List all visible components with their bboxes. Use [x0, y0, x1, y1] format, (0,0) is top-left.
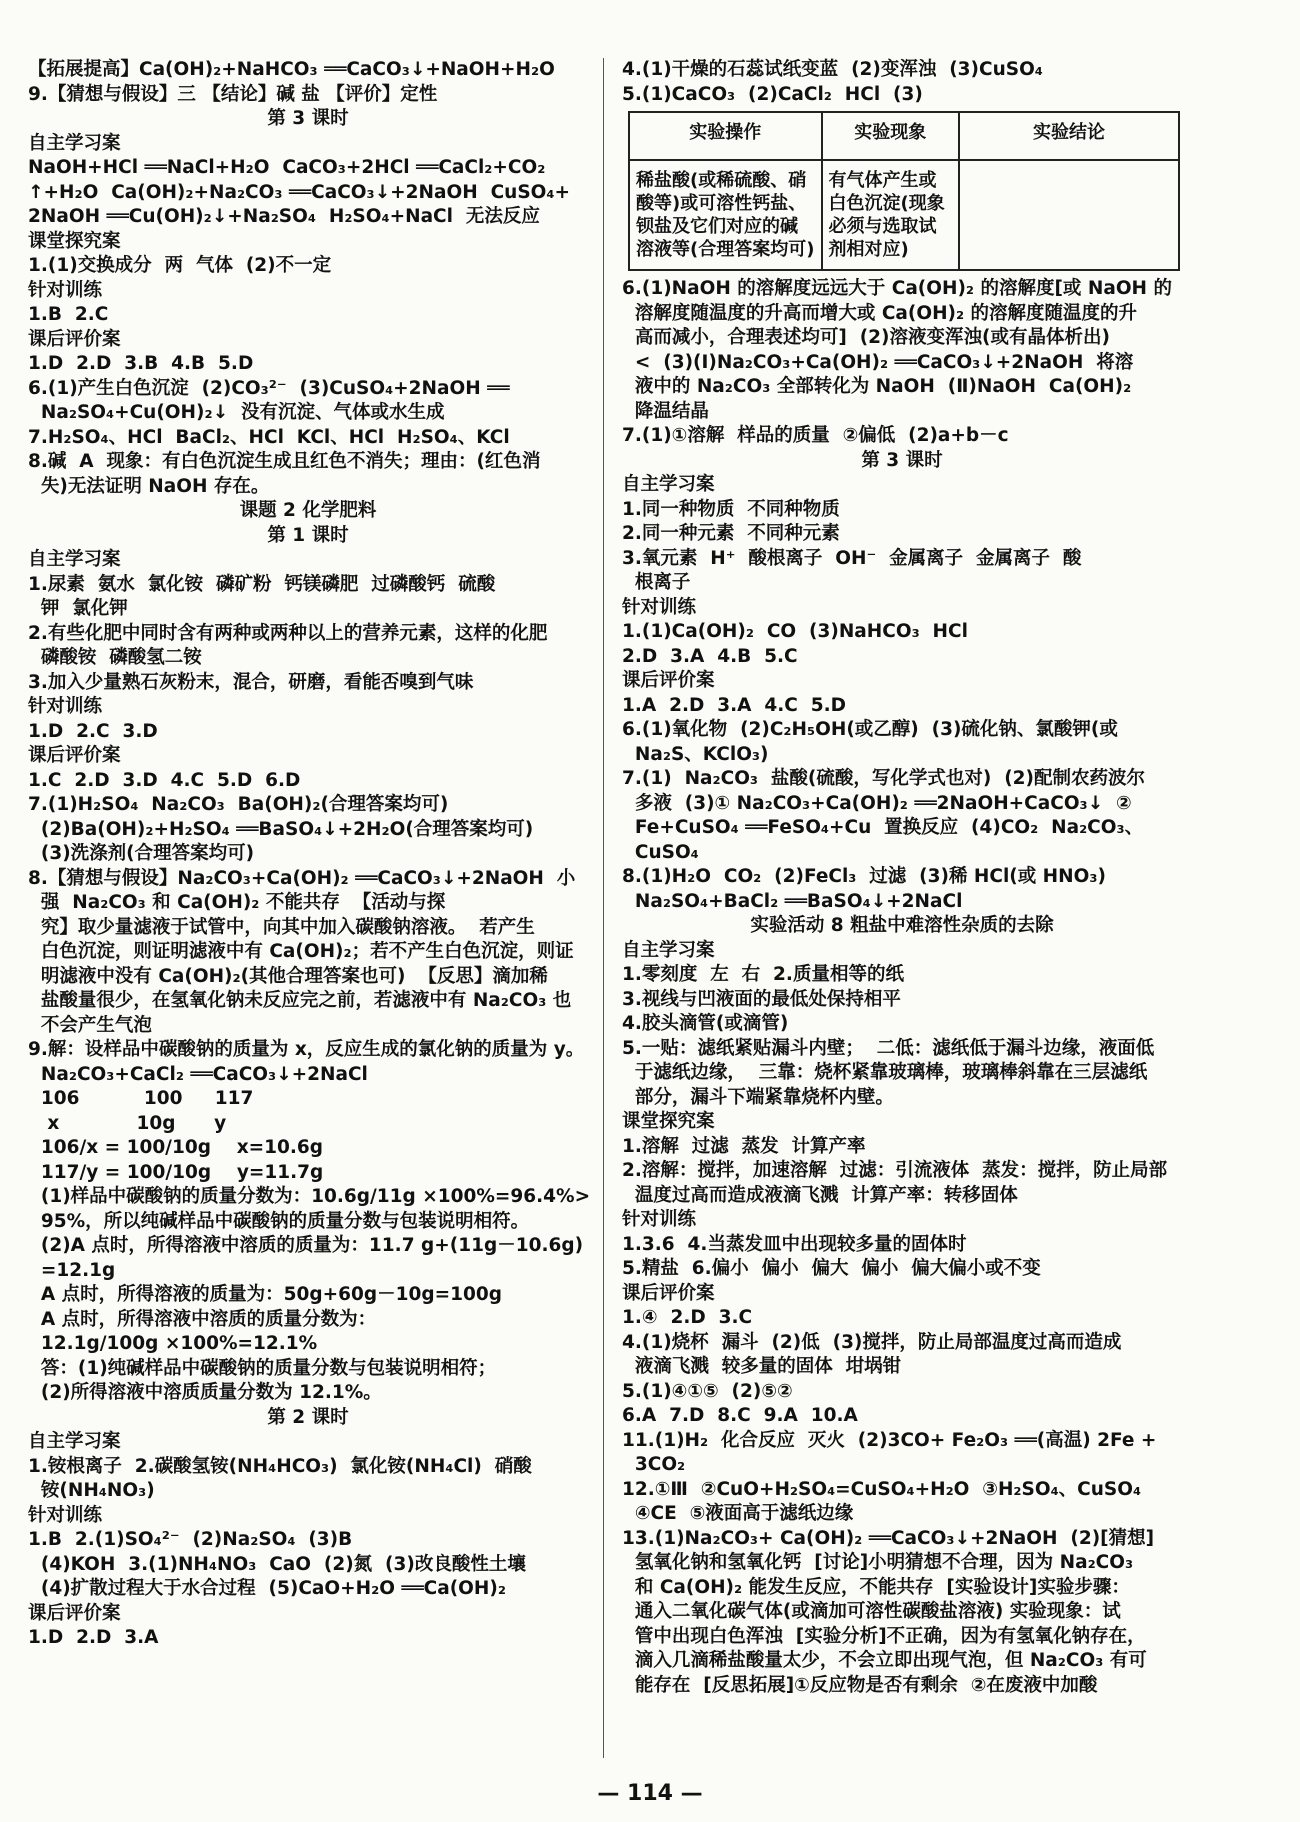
answer-line: A 点时，所得溶液的质量为：50g+60g－10g=100g [28, 1284, 502, 1305]
answer-line: CuSO₄ [622, 841, 699, 863]
answer-line: 2.溶解：搅拌，加速溶解 过滤：引流液体 蒸发：搅拌，防止局部 [622, 1160, 1168, 1181]
answer-line: 明滤液中没有 Ca(OH)₂(其他合理答案也可) 【反思】滴加稀 [28, 965, 548, 987]
answer-line: 2NaOH ══Cu(OH)₂↓+Na₂SO₄ H₂SO₄+NaCl 无法反应 [28, 206, 540, 227]
answer-line: 2.D 3.A 4.B 5.C [622, 645, 798, 667]
answer-line: 温度过高而造成液滴飞溅 计算产率：转移固体 [622, 1184, 1018, 1206]
answer-line: 1.3.6 4.当蒸发皿中出现较多量的固体时 [622, 1233, 967, 1255]
answer-line: 4.胶头滴管(或滴管) [622, 1013, 789, 1034]
answer-line: 12.1g/100g ×100%=12.1% [28, 1333, 318, 1354]
answer-line: 8.(1)H₂O CO₂ (2)FeCl₃ 过滤 (3)稀 HCl(或 HNO₃) [622, 866, 1106, 887]
answer-line: 1.同一种物质 不同种物质 [622, 498, 840, 520]
section-heading: 针对训练 [622, 596, 697, 618]
answer-line: (4)KOH 3.(1)NH₄NO₃ CaO (2)氮 (3)改良酸性土壤 [28, 1553, 526, 1575]
section-heading: 针对训练 [28, 1504, 103, 1526]
answer-line: 13.(1)Na₂CO₃+ Ca(OH)₂ ══CaCO₃↓+2NaOH (2)[猜想] [622, 1527, 1155, 1549]
answer-line: 117/y = 100/10g y=11.7g [28, 1161, 324, 1183]
answer-line: 1.D 2.D 3.B 4.B 5.D [28, 353, 254, 374]
answer-line: Na₂CO₃+CaCl₂ ══CaCO₃↓+2NaCl [28, 1063, 368, 1085]
answer-line: x 10g y [28, 1112, 227, 1134]
answer-line: 究】取少量滤液于试管中，向其中加入碳酸钠溶液。 若产生 [28, 916, 535, 938]
section-heading: 课堂探究案 [28, 230, 121, 252]
section-heading: 自主学习案 [622, 474, 715, 495]
section-heading: 针对训练 [622, 1209, 697, 1230]
answer-line: 钾 氯化钾 [28, 598, 128, 619]
lesson-title: 第 3 课时 [267, 108, 349, 129]
answer-line: 铵(NH₄NO₃) [28, 1480, 155, 1501]
experiment-table [628, 111, 1180, 271]
section-heading: 课后评价案 [28, 1602, 121, 1624]
answer-line: 1.B 2.(1)SO₄²⁻ (2)Na₂SO₄ (3)B [28, 1529, 353, 1550]
answer-line: 根离子 [622, 572, 691, 593]
section-heading: 自主学习案 [28, 132, 121, 154]
answer-line: 不会产生气泡 [28, 1014, 152, 1036]
answer-line: 3.氧元素 H⁺ 酸根离子 OH⁻ 金属离子 金属离子 酸 [622, 547, 1082, 569]
column-divider [603, 58, 604, 1758]
answer-line: 盐酸量很少，在氢氧化钠未反应完之前，若滤液中有 Na₂CO₃ 也 [28, 990, 572, 1011]
answer-line: 8.碱 A 现象：有白色沉淀生成且红色不消失；理由：(红色消 [28, 451, 541, 472]
answer-line: 95%，所以纯碱样品中碳酸钠的质量分数与包装说明相符。 [28, 1210, 530, 1232]
answer-line: 1.零刻度 左 右 2.质量相等的纸 [622, 964, 904, 985]
lesson-title: 第 2 课时 [267, 1406, 349, 1428]
section-heading: 课后评价案 [622, 1282, 715, 1304]
answer-line: 1.尿素 氨水 氯化铵 磷矿粉 钙镁磷肥 过磷酸钙 硫酸 [28, 573, 496, 595]
answer-line: 5.(1)④①⑤ (2)⑤② [622, 1380, 793, 1402]
answer-line: 8.【猜想与假设】Na₂CO₃+Ca(OH)₂ ══CaCO₃↓+2NaOH 小 [28, 867, 576, 889]
section-heading: 课后评价案 [622, 670, 715, 691]
answer-line: (2)A 点时，所得溶液中溶质的质量为：11.7 g+(11g－10.6g) [28, 1235, 584, 1256]
lesson-title: 课题 2 化学肥料 [239, 500, 377, 521]
answer-line: 高而减小，合理表述均可] (2)溶液变浑浊(或有晶体析出) [622, 327, 1110, 348]
answer-line: 6.(1)产生白色沉淀 (2)CO₃²⁻ (3)CuSO₄+2NaOH ══ [28, 377, 510, 399]
answer-line: 白色沉淀，则证明滤液中有 Ca(OH)₂；若不产生白色沉淀，则证 [28, 941, 574, 962]
answer-line: 9.解：设样品中碳酸钠的质量为 x，反应生成的氯化钠的质量为 y。 [28, 1039, 585, 1060]
table-header: 实验操作 [629, 112, 822, 160]
answer-line: 答：(1)纯碱样品中碳酸钠的质量分数与包装说明相符； [28, 1357, 497, 1379]
answer-line: ↑+H₂O Ca(OH)₂+Na₂CO₃ ══CaCO₃↓+2NaOH CuSO₄+ [28, 181, 570, 203]
answer-line: 9.【猜想与假设】三 【结论】碱 盐 【评价】定性 [28, 83, 438, 105]
answer-line: 2.同一种元素 不同种元素 [622, 523, 840, 544]
answer-line: 6.(1)氧化物 (2)C₂H₅OH(或乙醇) (3)硫化钠、氯酸钾(或 [622, 719, 1118, 740]
answer-line: 液中的 Na₂CO₃ 全部转化为 NaOH (Ⅱ)NaOH Ca(OH)₂ [622, 376, 1132, 397]
table-header: 实验结论 [959, 112, 1179, 160]
answer-line: 强 Na₂CO₃ 和 Ca(OH)₂ 不能共存 【活动与探 [28, 892, 446, 913]
answer-line: Na₂S、KClO₃) [622, 743, 769, 765]
answer-line: NaOH+HCl ══NaCl+H₂O CaCO₃+2HCl ══CaCl₂+CO₂ [28, 157, 546, 178]
answer-line: 1.A 2.D 3.A 4.C 5.D [622, 694, 846, 716]
answer-line: Na₂SO₄+Cu(OH)₂↓ 没有沉淀、气体或水生成 [28, 402, 445, 423]
answer-line: 106 100 117 [28, 1088, 254, 1109]
section-heading: 针对训练 [28, 279, 103, 301]
answer-line: 2.有些化肥中同时含有两种或两种以上的营养元素，这样的化肥 [28, 622, 548, 644]
answer-line: 6.(1)NaOH 的溶解度远远大于 Ca(OH)₂ 的溶解度[或 NaOH 的 [622, 278, 1172, 299]
answer-line: (2)Ba(OH)₂+H₂SO₄ ══BaSO₄↓+2H₂O(合理答案均可) [28, 818, 534, 840]
answer-line: 1.C 2.D 3.D 4.C 5.D 6.D [28, 769, 301, 791]
answer-line: 1.B 2.C [28, 304, 109, 325]
answer-line: 失)无法证明 NaOH 存在。 [28, 475, 270, 497]
answer-line: 管中出现白色浑浊 [实验分析]不正确，因为有氢氧化钠存在， [622, 1625, 1146, 1647]
answer-line: (4)扩散过程大于水合过程 (5)CaO+H₂O ══Ca(OH)₂ [28, 1578, 506, 1599]
left-column [28, 58, 591, 1651]
section-heading: 课后评价案 [28, 745, 121, 766]
answer-line: 溶解度随温度的升高而增大或 Ca(OH)₂ 的溶解度随温度的升 [622, 302, 1138, 324]
answer-line: 7.H₂SO₄、HCl BaCl₂、HCl KCl、HCl H₂SO₄、KCl [28, 426, 510, 448]
answer-line: 【拓展提高】Ca(OH)₂+NaHCO₃ ══CaCO₃↓+NaOH+H₂O [28, 59, 555, 80]
answer-line: 1.D 2.C 3.D [28, 720, 158, 742]
answer-line: Fe+CuSO₄ ══FeSO₄+Cu 置换反应 (4)CO₂ Na₂CO₃、 [622, 817, 1144, 838]
answer-line: 1.④ 2.D 3.C [622, 1307, 753, 1328]
answer-line: 4.(1)干燥的石蕊试纸变蓝 (2)变浑浊 (3)CuSO₄ [622, 59, 1043, 80]
right-top-block [622, 58, 1182, 107]
page-number: — 114 — [597, 1781, 703, 1806]
answer-line: 7.(1)H₂SO₄ Na₂CO₃ Ba(OH)₂(合理答案均可) [28, 794, 449, 815]
answer-line: (2)所得溶液中溶质质量分数为 12.1%。 [28, 1382, 382, 1403]
answer-line: 6.A 7.D 8.C 9.A 10.A [622, 1405, 858, 1426]
section-heading: 自主学习案 [28, 549, 121, 570]
lesson-title: 实验活动 8 粗盐中难溶性杂质的去除 [750, 915, 1054, 936]
answer-line: 能存在 [反思拓展]①反应物是否有剩余 ②在废液中加酸 [622, 1674, 1098, 1696]
answer-line: 磷酸铵 磷酸氢二铵 [28, 647, 202, 668]
section-heading: 课后评价案 [28, 328, 121, 350]
table-cell: 稀盐酸(或稀硫酸、硝酸等)或可溶性钙盐、钡盐及它们对应的碱溶液等(合理答案均可) [629, 160, 822, 270]
answer-line: =12.1g [28, 1259, 116, 1281]
lesson-title: 第 3 课时 [861, 449, 943, 471]
table-header: 实验现象 [822, 112, 960, 160]
answer-line: 通入二氧化碳气体(或滴加可溶性碳酸盐溶液) 实验现象：试 [622, 1601, 1121, 1622]
answer-line: 1.D 2.D 3.A [28, 1627, 159, 1648]
answer-line: 氢氧化钠和氢氧化钙 [讨论]小明猜想不合理，因为 Na₂CO₃ [622, 1552, 1134, 1573]
lesson-title: 第 1 课时 [267, 524, 349, 546]
answer-line: 3.视线与凹液面的最低处保持相平 [622, 988, 901, 1010]
answer-line: (3)洗涤剂(合理答案均可) [28, 843, 255, 864]
table-cell [959, 160, 1179, 270]
answer-line: (1)样品中碳酸钠的质量分数为：10.6g/11g ×100%=96.4%> [28, 1186, 591, 1207]
answer-line: ④CE ⑤液面高于滤纸边缘 [622, 1503, 854, 1524]
answer-line: 1.铵根离子 2.碳酸氢铵(NH₄HCO₃) 氯化铵(NH₄Cl) 硝酸 [28, 1455, 532, 1477]
answer-line: 于滤纸边缘， 三靠：烧杯紧靠玻璃棒，玻璃棒斜靠在三层滤纸 [622, 1062, 1148, 1083]
answer-line: 11.(1)H₂ 化合反应 灭火 (2)3CO+ Fe₂O₃ ══(高温) 2Fe + [622, 1429, 1157, 1451]
table-cell: 有气体产生或白色沉淀(现象必须与选取试剂相对应) [822, 160, 960, 270]
answer-line: 1.(1)交换成分 两 气体 (2)不一定 [28, 255, 332, 276]
answer-line: 3CO₂ [622, 1454, 686, 1475]
section-heading: 课堂探究案 [622, 1111, 715, 1132]
answer-line: 5.精盐 6.偏小 偏小 偏大 偏小 偏大偏小或不变 [622, 1258, 1041, 1279]
answer-line: 5.(1)CaCO₃ (2)CaCl₂ HCl (3) [622, 83, 923, 105]
answer-line: 和 Ca(OH)₂ 能发生反应，不能共存 [实验设计]实验步骤： [622, 1576, 1130, 1598]
answer-line: A 点时，所得溶液中溶质的质量分数为： [28, 1308, 377, 1330]
answer-line: 部分，漏斗下端紧靠烧杯内壁。 [622, 1086, 894, 1108]
right-body-block [622, 277, 1182, 1698]
answer-line: 滴入几滴稀盐酸量太少，不会立即出现气泡，但 Na₂CO₃ 有可 [622, 1650, 1147, 1671]
answer-line: Na₂SO₄+BaCl₂ ══BaSO₄↓+2NaCl [622, 890, 963, 912]
answer-line: 多液 (3)① Na₂CO₃+Ca(OH)₂ ══2NaOH+CaCO₃↓ ② [622, 792, 1132, 814]
answer-line: 1.溶解 过滤 蒸发 计算产率 [622, 1135, 866, 1157]
section-heading: 自主学习案 [28, 1431, 121, 1452]
answer-line: < (3)(Ⅰ)Na₂CO₃+Ca(OH)₂ ══CaCO₃↓+2NaOH 将溶 [622, 351, 1134, 373]
answer-line: 4.(1)烧杯 漏斗 (2)低 (3)搅拌，防止局部温度过高而造成 [622, 1331, 1122, 1353]
right-column [622, 58, 1182, 1698]
answer-line: 106/x = 100/10g x=10.6g [28, 1137, 324, 1158]
answer-line: 1.(1)Ca(OH)₂ CO (3)NaHCO₃ HCl [622, 621, 968, 642]
answer-line: 12.①Ⅲ ②CuO+H₂SO₄=CuSO₄+H₂O ③H₂SO₄、CuSO₄ [622, 1478, 1142, 1500]
answer-line: 7.(1)①溶解 样品的质量 ②偏低 (2)a+b－c [622, 425, 1009, 446]
section-heading: 针对训练 [28, 696, 103, 717]
answer-line: 7.(1) Na₂CO₃ 盐酸(硫酸，写化学式也对) (2)配制农药波尔 [622, 768, 1145, 789]
answer-line: 降温结晶 [622, 400, 709, 422]
answer-line: 3.加入少量熟石灰粉末，混合，研磨，看能否嗅到气味 [28, 671, 474, 693]
answer-line: 液滴飞溅 较多量的固体 坩埚钳 [622, 1356, 902, 1377]
section-heading: 自主学习案 [622, 939, 715, 961]
answer-line: 5.一贴：滤纸紧贴漏斗内壁； 二低：滤纸低于漏斗边缘，液面低 [622, 1037, 1155, 1059]
